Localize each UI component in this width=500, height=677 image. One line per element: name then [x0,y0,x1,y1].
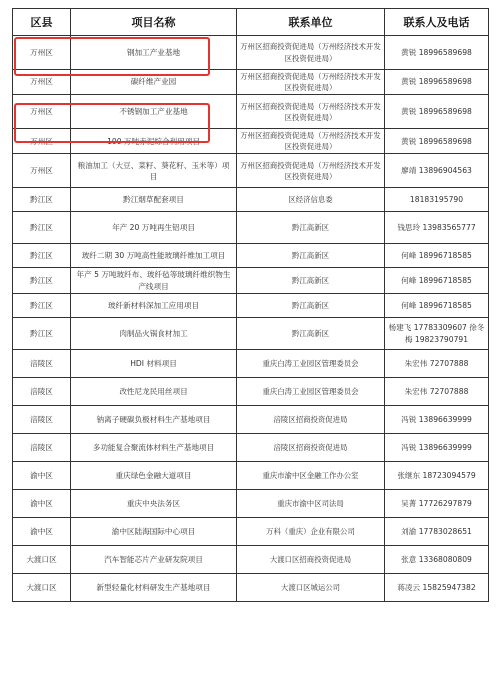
district-cell: 涪陵区 [13,378,71,406]
district-cell: 黔江区 [13,294,71,318]
contact-cell: 钱思玲 13983565777 [385,212,489,244]
project-name-cell: 玻纤新材料深加工应用项目 [71,294,237,318]
contact-cell: 冯锐 13896639999 [385,434,489,462]
contact-cell: 张继东 18723094579 [385,462,489,490]
table-row [13,244,489,268]
contact-unit-cell: 万州区招商投资促进局（万州经济技术开发区投资促进局） [237,154,385,188]
contact-unit-cell: 万州区招商投资促进局（万州经济技术开发区投资促进局） [237,129,385,154]
contact-unit-cell: 重庆白涛工业园区管理委员会 [237,350,385,378]
project-name-cell: 钠离子硬碳负极材料生产基地项目 [71,406,237,434]
project-table [12,8,489,602]
contact-unit-cell: 黔江高新区 [237,212,385,244]
district-cell: 黔江区 [13,244,71,268]
contact-unit-cell: 黔江高新区 [237,294,385,318]
contact-unit-cell: 涪陵区招商投资促进局 [237,406,385,434]
table-row [13,462,489,490]
table-row [13,378,489,406]
table-header-row [13,9,489,36]
contact-cell: 黄锐 18996589698 [385,95,489,129]
contact-unit-cell: 黔江高新区 [237,268,385,294]
district-cell: 黔江区 [13,188,71,212]
table-row [13,154,489,188]
project-name-cell: 重庆中央法务区 [71,490,237,518]
contact-cell: 张意 13368080809 [385,546,489,574]
contact-cell: 刘渝 17783028651 [385,518,489,546]
table-row [13,490,489,518]
contact-unit-cell: 万州区招商投资促进局（万州经济技术开发区投资促进局） [237,95,385,129]
project-name-cell: 重庆绿色金融大道项目 [71,462,237,490]
contact-unit-cell: 黔江高新区 [237,318,385,350]
table-row [13,518,489,546]
table-row [13,95,489,129]
contact-unit-cell: 涪陵区招商投资促进局 [237,434,385,462]
contact-cell: 朱宏伟 72707888 [385,350,489,378]
project-name-cell: HDI 材料项目 [71,350,237,378]
contact-unit-cell: 重庆白涛工业园区管理委员会 [237,378,385,406]
contact-unit-cell: 重庆市渝中区金融工作办公室 [237,462,385,490]
contact-cell: 吴菁 17726297879 [385,490,489,518]
project-name-cell: 玻纤二期 30 万吨高性能玻璃纤维加工项目 [71,244,237,268]
table-row [13,574,489,602]
table-row [13,268,489,294]
project-name-cell: 多功能复合聚流体材料生产基地项目 [71,434,237,462]
table-row [13,294,489,318]
table-row [13,129,489,154]
contact-unit-cell: 区经济信息委 [237,188,385,212]
district-cell: 黔江区 [13,318,71,350]
table-row [13,188,489,212]
district-cell: 万州区 [13,70,71,95]
table-row [13,70,489,95]
contact-cell: 黄锐 18996589698 [385,36,489,70]
contact-cell: 黄锐 18996589698 [385,70,489,95]
project-name-cell: 渝中区陆海国际中心项目 [71,518,237,546]
contact-cell: 冯锐 13896639999 [385,406,489,434]
contact-cell: 蒋凌云 15825947382 [385,574,489,602]
district-cell: 黔江区 [13,212,71,244]
contact-cell: 朱宏伟 72707888 [385,378,489,406]
contact-cell: 何峰 18996718585 [385,244,489,268]
project-name-cell: 改性尼龙民用丝项目 [71,378,237,406]
district-cell: 涪陵区 [13,406,71,434]
contact-cell: 何峰 18996718585 [385,294,489,318]
contact-unit-cell: 黔江高新区 [237,244,385,268]
project-name-cell: 黔江烟草配套项目 [71,188,237,212]
header-district: 区县 [13,9,71,36]
project-name-cell: 汽车智能芯片产业研发院项目 [71,546,237,574]
table-row [13,212,489,244]
table-row [13,546,489,574]
project-name-cell: 肉制品火锅食材加工 [71,318,237,350]
contact-unit-cell: 重庆市渝中区司法局 [237,490,385,518]
contact-unit-cell: 万州区招商投资促进局（万州经济技术开发区投资促进局） [237,70,385,95]
contact-cell: 黄锐 18996589698 [385,129,489,154]
table-row [13,434,489,462]
project-name-cell: 粮油加工（大豆、菜籽、葵花籽、玉米等）项目 [71,154,237,188]
district-cell: 万州区 [13,36,71,70]
project-name-cell: 年产 5 万吨玻纤布、玻纤毡等玻璃纤维织物生产线项目 [71,268,237,294]
contact-cell: 杨建飞 17783309607 徐冬梅 19823790791 [385,318,489,350]
contact-cell: 何峰 18996718585 [385,268,489,294]
contact-unit-cell: 万科（重庆）企业有限公司 [237,518,385,546]
contact-unit-cell: 大渡口区招商投资促进局 [237,546,385,574]
table-row [13,36,489,70]
header-contact-unit: 联系单位 [237,9,385,36]
table-row [13,350,489,378]
table-row [13,318,489,350]
district-cell: 大渡口区 [13,546,71,574]
district-cell: 万州区 [13,95,71,129]
project-name-cell: 年产 20 万吨再生铝项目 [71,212,237,244]
district-cell: 黔江区 [13,268,71,294]
district-cell: 渝中区 [13,462,71,490]
district-cell: 渝中区 [13,490,71,518]
project-name-cell: 新型轻量化材料研发生产基地项目 [71,574,237,602]
contact-unit-cell: 万州区招商投资促进局（万州经济技术开发区投资促进局） [237,36,385,70]
contact-unit-cell: 大渡口区城运公司 [237,574,385,602]
project-name-cell: 不锈钢加工产业基地 [71,95,237,129]
contact-cell: 18183195790 [385,188,489,212]
district-cell: 渝中区 [13,518,71,546]
district-cell: 涪陵区 [13,350,71,378]
project-name-cell: 100 万吨赤泥综合利用项目 [71,129,237,154]
district-cell: 万州区 [13,154,71,188]
header-contact-person-phone: 联系人及电话 [385,9,489,36]
project-name-cell: 钢加工产业基地 [71,36,237,70]
district-cell: 大渡口区 [13,574,71,602]
project-name-cell: 碳纤维产业园 [71,70,237,95]
district-cell: 涪陵区 [13,434,71,462]
contact-cell: 廖靖 13896904563 [385,154,489,188]
table-row [13,406,489,434]
district-cell: 万州区 [13,129,71,154]
header-project-name: 项目名称 [71,9,237,36]
